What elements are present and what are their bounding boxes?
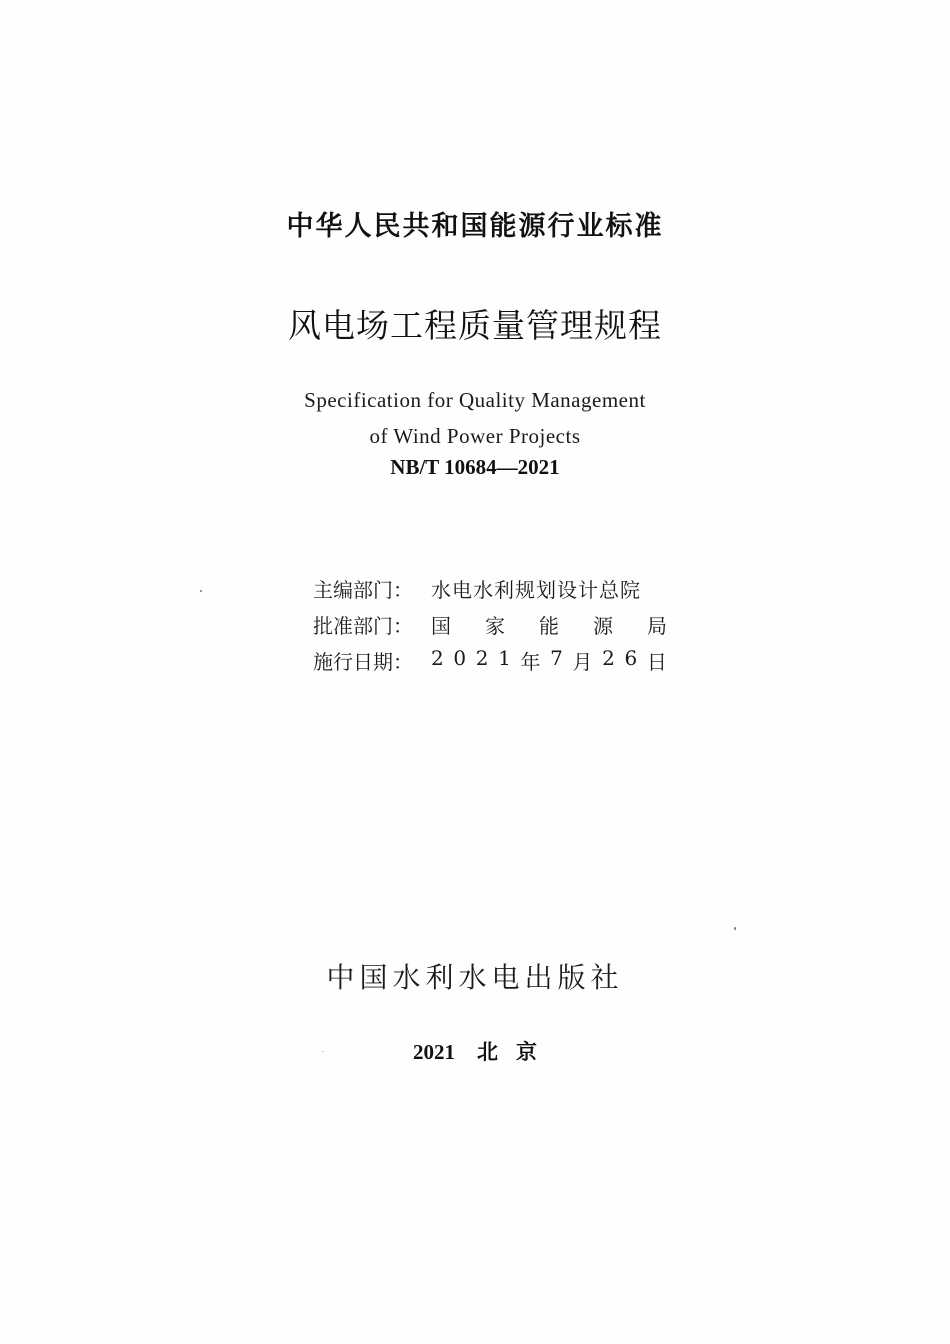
- scan-speck: [322, 1051, 324, 1052]
- scan-speck: [734, 927, 736, 930]
- english-title-line-2: of Wind Power Projects: [369, 424, 581, 448]
- approver-row: [313, 606, 673, 642]
- editor-row: [313, 570, 673, 606]
- date-char: 0: [453, 645, 467, 670]
- approver-label: 批准部门：: [313, 613, 413, 638]
- approver-char: 局: [647, 613, 667, 638]
- scan-speck: [200, 590, 202, 592]
- imprint-line: [0, 1036, 950, 1066]
- imprint-city-char: 北: [477, 1040, 498, 1064]
- english-title-line-1: Specification for Quality Management: [304, 388, 646, 412]
- editor-value: 水电水利规划设计总院: [431, 577, 641, 602]
- document-title-chinese: 风电场工程质量管理规程: [288, 306, 662, 345]
- effective-date-label: 施行日期：: [313, 649, 413, 674]
- date-char: 2: [602, 645, 615, 670]
- date-char: 月: [572, 649, 593, 674]
- date-char: 年: [520, 649, 541, 674]
- imprint-year: 2021: [413, 1040, 455, 1064]
- approver-char: 源: [593, 613, 613, 638]
- effective-date-value: [431, 646, 673, 675]
- standard-series-heading: 中华人民共和国能源行业标准: [286, 211, 664, 242]
- approver-char: 能: [539, 613, 559, 638]
- date-char: 2: [431, 645, 444, 670]
- date-char: 日: [646, 649, 667, 674]
- editor-label: 主编部门：: [313, 577, 413, 602]
- publisher-name: 中国水利水电出版社: [326, 961, 624, 994]
- imprint-city-char: 京: [516, 1040, 537, 1064]
- date-char: 6: [624, 645, 638, 670]
- publication-details: [313, 570, 673, 678]
- date-char: 7: [550, 645, 563, 670]
- document-title-english: [0, 382, 950, 454]
- effective-date-row: [313, 642, 673, 678]
- approver-char: 国: [431, 613, 451, 638]
- date-char: 2: [475, 645, 489, 670]
- approver-value: [431, 610, 673, 639]
- date-char: 1: [498, 645, 511, 670]
- approver-char: 家: [485, 613, 505, 638]
- standard-code: NB/T 10684—2021: [390, 455, 560, 479]
